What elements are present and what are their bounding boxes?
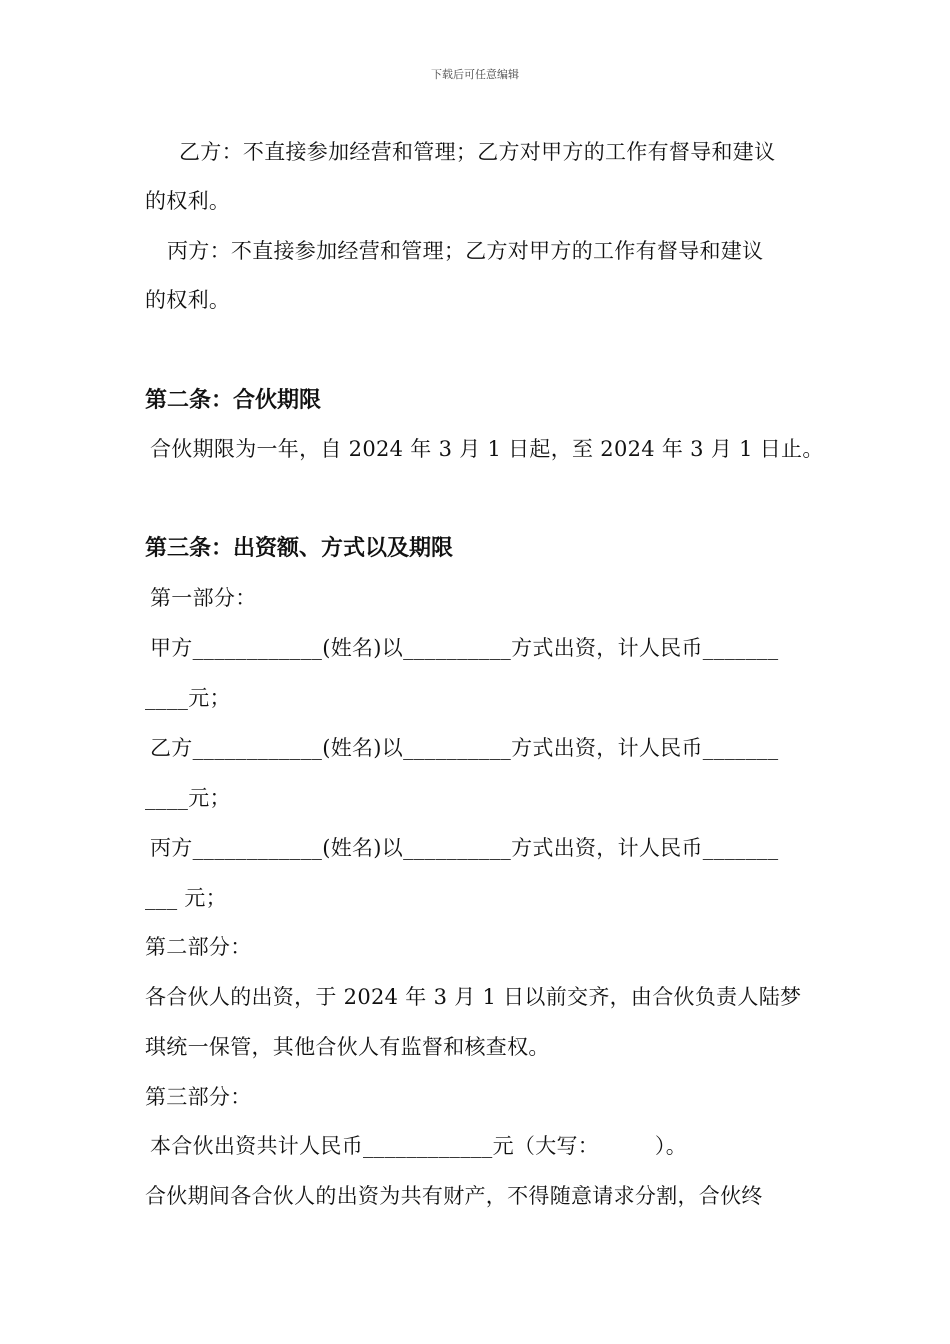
party-c-contribution-line-2: ___ 元； <box>145 886 227 910</box>
party-c-duty-line-2: 的权利。 <box>145 288 231 312</box>
part-1-label: 第一部分： <box>150 586 257 610</box>
part-3-label: 第三部分： <box>145 1085 252 1109</box>
part-3-text-line: 合伙期间各合伙人的出资为共有财产，不得随意请求分割，合伙终 <box>145 1184 763 1208</box>
part-2-text-line-2: 琪统一保管，其他合伙人有监督和核查权。 <box>145 1035 550 1059</box>
party-b-duty-line-1: 乙方：不直接参加经营和管理；乙方对甲方的工作有督导和建议 <box>179 140 776 164</box>
party-b-contribution-line-2: ____元； <box>145 786 231 810</box>
party-a-contribution-line-1: 甲方____________(姓名)以__________方式出资，计人民币_______ <box>150 636 779 660</box>
party-c-duty-line-1: 丙方：不直接参加经营和管理；乙方对甲方的工作有督导和建议 <box>167 239 764 263</box>
article-2-term: 合伙期限为一年，自 2024 年 3 月 1 日起，至 2024 年 3 月 1 日止。 <box>150 437 824 461</box>
page-header-note: 下载后可任意编辑 <box>431 68 519 81</box>
article-3-title: 第三条：出资额、方式以及期限 <box>145 536 454 561</box>
article-2-title: 第二条：合伙期限 <box>145 388 322 413</box>
party-c-contribution-line-1: 丙方____________(姓名)以__________方式出资，计人民币_______ <box>150 836 779 860</box>
party-b-duty-line-2: 的权利。 <box>145 189 231 213</box>
part-2-label: 第二部分： <box>145 935 252 959</box>
part-3-total-line: 本合伙出资共计人民币____________元（大写： ）。 <box>150 1134 688 1158</box>
part-2-text-line-1: 各合伙人的出资，于 2024 年 3 月 1 日以前交齐，由合伙负责人陆梦 <box>145 985 802 1009</box>
party-b-contribution-line-1: 乙方____________(姓名)以__________方式出资，计人民币_______ <box>150 736 779 760</box>
party-a-contribution-line-2: ____元； <box>145 686 231 710</box>
